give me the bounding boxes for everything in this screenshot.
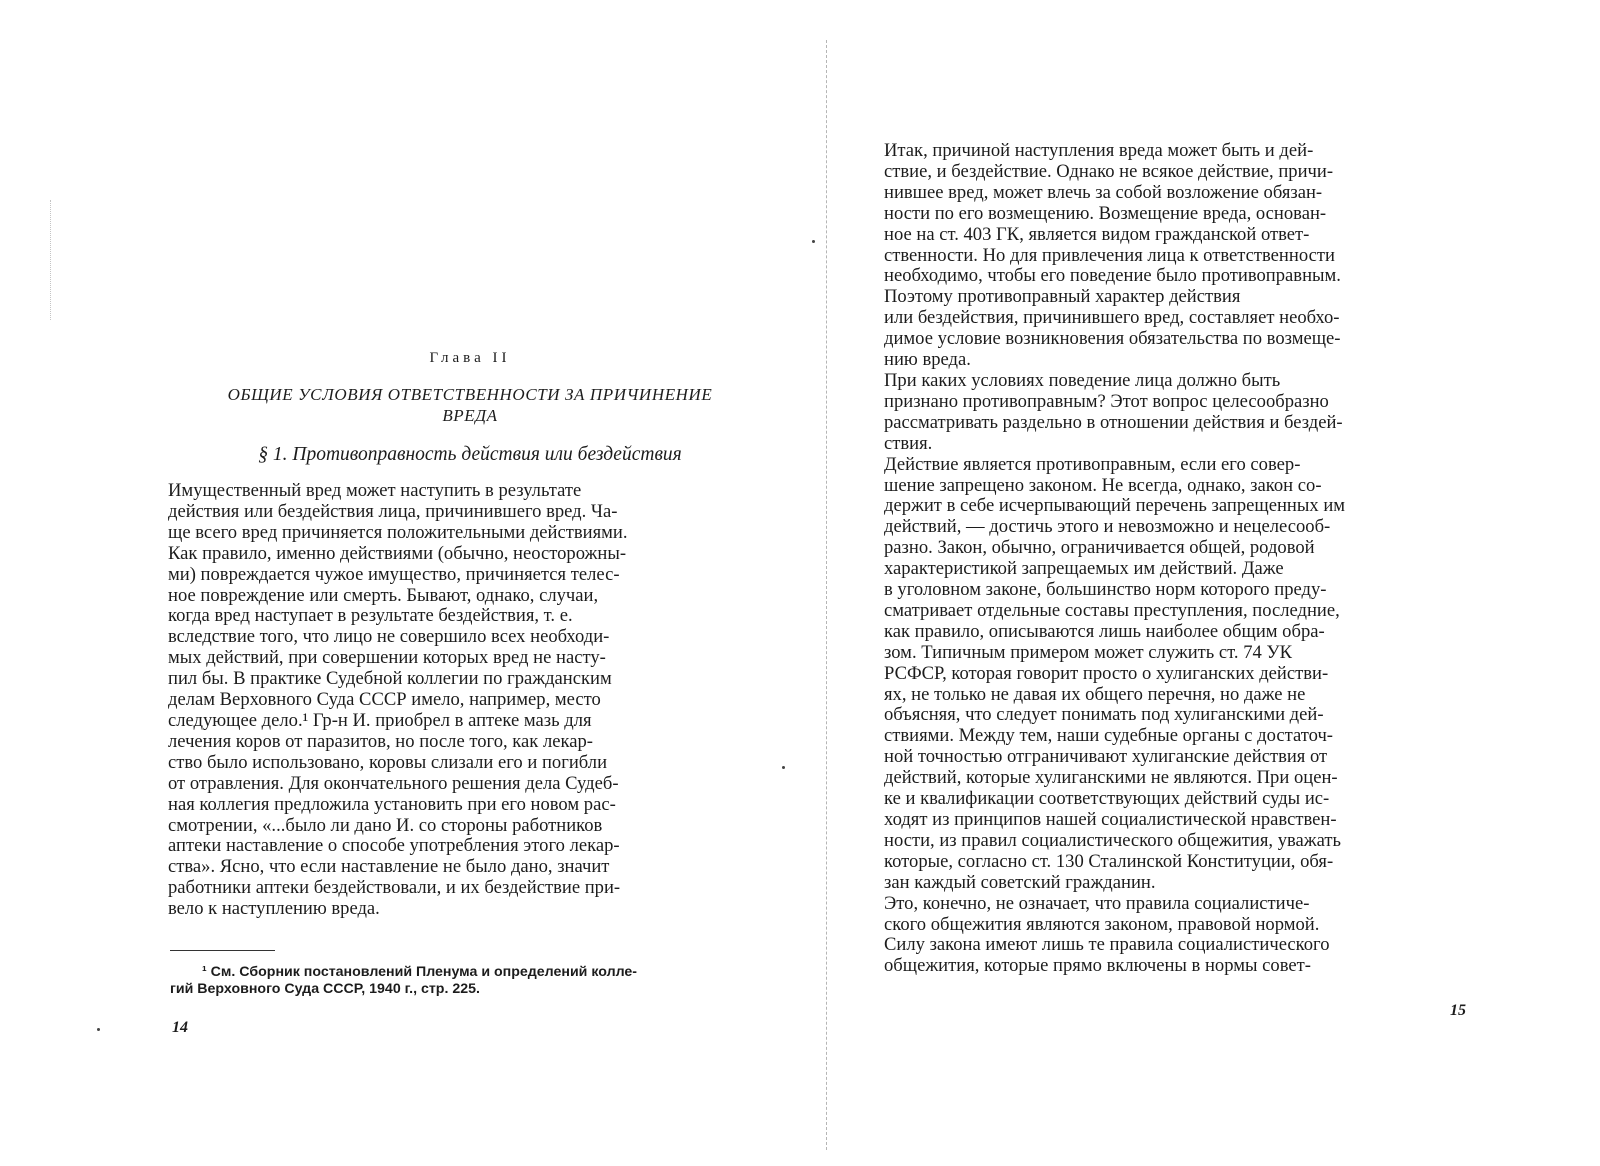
- scan-speck: [812, 240, 815, 243]
- footnote-rule: [170, 950, 275, 951]
- chapter-title: ОБЩИЕ УСЛОВИЯ ОТВЕТСТВЕННОСТИ ЗА ПРИЧИНЕНИЕ ВРЕДА: [227, 385, 713, 425]
- page-fold: [826, 40, 827, 1150]
- page-number-right: 15: [1450, 1002, 1466, 1019]
- scan-edge-marks: [50, 200, 51, 320]
- scan-speck: [97, 1028, 100, 1031]
- left-body-text: Имущественный вред может наступить в результате действия или бездействия лица, причинившего вред. Ча- ще всего вред причиняется положительными действиями. Как правило, именно действиями (обычно, неосторожны- ми) повреждается чужое имущество, причиняется телес- ное повреждение или смерть. Бывают, однако, случаи, когда вред наступает в результате бездействия, т. е. вследствие того, что лицо не совершило всех необходи- мых действий, при совершении которых вред не насту- пил бы. В практике Судебной коллегии по гражданским делам Верховного Суда СССР имело, например, место следующее дело.¹ Гр-н И. приобрел в аптеке мазь для лечения коров от паразитов, но после того, как лекар- ство было использовано, коровы слизали его и погибли от отравления. Для окончательного решения дела Судеб- ная коллегия предложила установить при его новом рас- смотрении, «...было ли дано И. со стороны работников аптеки наставление о способе употребления этого лекар- ства». Ясно, что если наставление не было дано, значит работники аптеки бездействовали, и их бездействие при- вело к наступлению вреда.: [168, 480, 628, 920]
- section-title: § 1. Противоправность действия или бездействия: [258, 444, 682, 465]
- scan-speck: [782, 766, 785, 769]
- right-body-text: Итак, причиной наступления вреда может быть и дей- ствие, и бездействие. Однако не всякое действие, причи- нившее вред, может влечь за собой возложение обязан- ности по его возмещению. Возмещение вреда, основан- ное на ст. 403 ГК, является видом гражданской ответ- ственности. Но для привлечения лица к ответственности необходимо, чтобы его поведение было противоправным. Поэтому противоправный характер действия или бездействия, причинившего вред, составляет необхо- димое условие возникновения обязательства по возмеще- нию вреда. При каких условиях поведение лица должно быть признано противоправным? Этот вопрос целесообразно рассматривать раздельно в отношении действия и бездей- ствия. Действие является противоправным, если его совер- шение запрещено законом. Не всегда, однако, закон со- держит в себе исчерпывающий перечень запрещенных им действий, — достичь этого и невозможно и нецелесооб- разно. Закон, обычно, ограничивается общей, родовой характеристикой запрещаемых им действий. Даже в уголовном законе, большинство норм которого преду- сматривает отдельные составы преступления, последние, как правило, описываются лишь наиболее общим обра- зом. Типичным примером может служить ст. 74 УК РСФСР, которая говорит просто о хулиганских действи- ях, не только не давая их общего перечня, но даже не объясняя, что следует понимать под хулиганскими дей- ствиями. Между тем, наши судебные органы с достаточ- ной точностью отграничивают хулиганские действия от действий, которые хулиганскими не являются. При оцен- ке и квалификации соответствующих действий суды ис- ходят из принципов нашей социалистической нравствен- ности, из правил социалистического общежития, уважать которые, согласно ст. 130 Сталинской Конституции, обя- зан каждый советский гражданин. Это, конечно, не означает, что правила социалистиче- ского общежития являются законом, правовой нормой. Силу закона имеют лишь те правила социалистического общежития, которые прямо включены в нормы совет-: [884, 140, 1346, 977]
- footnote: ¹ См. Сборник постановлений Пленума и определений колле- гий Верховного Суда СССР, 1940 г., стр. 225.: [170, 964, 638, 997]
- chapter-label: Глава II: [429, 350, 511, 366]
- page-number-left: 14: [172, 1019, 188, 1036]
